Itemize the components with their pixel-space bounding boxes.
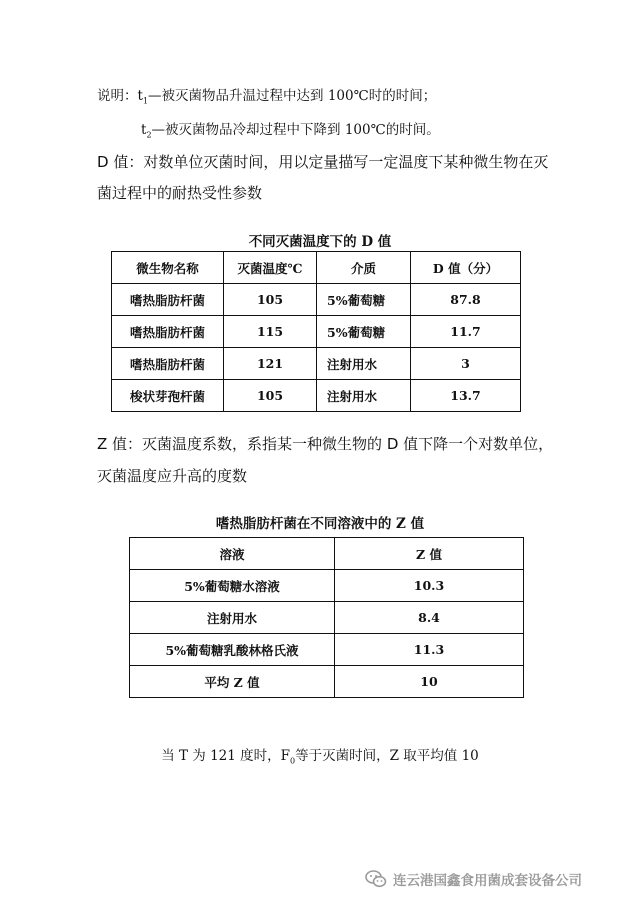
t1-description: —被灭菌物品升温过程中达到 100℃时的时间； xyxy=(148,88,437,104)
header-organism: 微生物名称 xyxy=(112,252,224,284)
table-row xyxy=(130,666,524,698)
z-definition-line2: 灭菌温度应升高的度数 xyxy=(97,467,248,485)
d-value-table xyxy=(111,251,521,412)
temperature-cell: 115 xyxy=(224,316,317,348)
z-value-table xyxy=(129,537,524,698)
table-row xyxy=(130,602,524,634)
t2-symbol: t xyxy=(141,122,147,138)
temperature-cell: 105 xyxy=(224,284,317,316)
medium-cell: 注射用水 xyxy=(317,380,411,412)
temperature-cell: 105 xyxy=(224,380,317,412)
d-value-cell: 3 xyxy=(411,348,521,380)
table-row xyxy=(112,348,521,380)
table-row xyxy=(130,634,524,666)
medium-cell: 5%葡萄糖 xyxy=(317,284,411,316)
z-value-cell: 10.3 xyxy=(335,570,524,602)
watermark xyxy=(365,869,582,889)
solution-cell: 平均 Z 值 xyxy=(130,666,335,698)
table-row xyxy=(112,316,521,348)
t2-description: —被灭菌物品冷却过程中下降到 100℃的时间。 xyxy=(151,122,440,138)
header-temperature: 灭菌温度℃ xyxy=(224,252,317,284)
note-line-t1 xyxy=(97,84,436,106)
organism-cell: 梭状芽孢杆菌 xyxy=(112,380,224,412)
d-value-cell: 11.7 xyxy=(411,316,521,348)
conclusion-line xyxy=(0,744,640,766)
header-medium: 介质 xyxy=(317,252,411,284)
conclusion-part1: 当 T 为 121 度时，F xyxy=(161,748,291,764)
table2-caption: 嗜热脂肪杆菌在不同溶液中的 Z 值 xyxy=(215,516,425,532)
d-value-cell: 13.7 xyxy=(411,380,521,412)
z-value-cell: 10 xyxy=(335,666,524,698)
solution-cell: 5%葡萄糖乳酸林格氏液 xyxy=(130,634,335,666)
wechat-icon xyxy=(365,870,387,888)
organism-cell: 嗜热脂肪杆菌 xyxy=(112,284,224,316)
medium-cell: 注射用水 xyxy=(317,348,411,380)
organism-cell: 嗜热脂肪杆菌 xyxy=(112,348,224,380)
t1-symbol: t xyxy=(137,88,143,104)
organism-cell: 嗜热脂肪杆菌 xyxy=(112,316,224,348)
header-d-value: D 值（分） xyxy=(411,252,521,284)
table-header-row xyxy=(130,538,524,570)
conclusion-part2: 等于灭菌时间，Z 取平均值 10 xyxy=(295,748,479,764)
note-prefix: 说明： xyxy=(97,88,138,104)
z-value-cell: 8.4 xyxy=(335,602,524,634)
d-definition-line2: 菌过程中的耐热受性参数 xyxy=(97,184,263,202)
z-value-cell: 11.3 xyxy=(335,634,524,666)
solution-cell: 5%葡萄糖水溶液 xyxy=(130,570,335,602)
table1-caption: 不同灭菌温度下的 D 值 xyxy=(248,234,392,250)
t1-subscript: 1 xyxy=(142,96,149,106)
header-z-value: Z 值 xyxy=(335,538,524,570)
table-row xyxy=(112,380,521,412)
d-value-cell: 87.8 xyxy=(411,284,521,316)
t2-subscript: 2 xyxy=(146,130,152,140)
table-row xyxy=(130,570,524,602)
f0-subscript: 0 xyxy=(290,756,296,766)
note-line-t2 xyxy=(141,118,440,140)
medium-cell: 5%葡萄糖 xyxy=(317,316,411,348)
temperature-cell: 121 xyxy=(224,348,317,380)
d-definition-line1: D 值：对数单位灭菌时间，用以定量描写一定温度下某种微生物在灭 xyxy=(97,153,549,171)
table-header-row xyxy=(112,252,521,284)
watermark-text: 连云港国鑫食用菌成套设备公司 xyxy=(393,873,582,889)
solution-cell: 注射用水 xyxy=(130,602,335,634)
table-row xyxy=(112,284,521,316)
header-solution: 溶液 xyxy=(130,538,335,570)
z-definition-line1: Z 值：灭菌温度系数，系指某一种微生物的 D 值下降一个对数单位， xyxy=(97,435,554,453)
